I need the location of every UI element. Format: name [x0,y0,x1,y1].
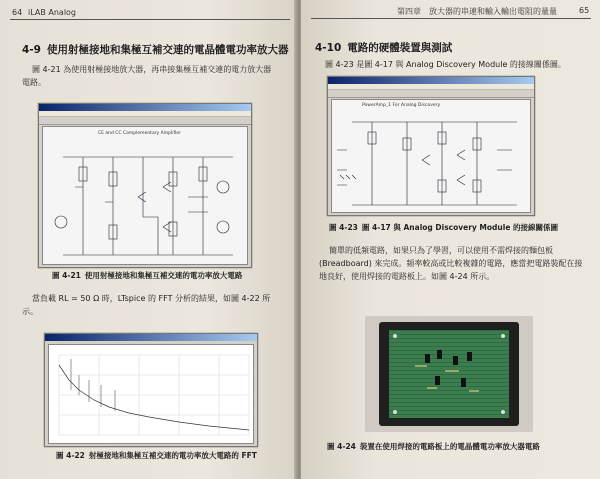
left-header-rule [10,19,290,20]
schematic-title: CE and CC Complementary Amplifier [98,131,181,136]
text-line: 地良好，使用焊接的電路板上。如圖 4-24 所示。 [319,272,495,281]
caption-number: 圖 4-21 [52,271,81,280]
left-running-head: iLAB Analog [28,8,77,17]
text-line: 電路。 [22,78,46,87]
board-components [365,316,533,432]
caption-text: 裝置在使用焊接的電路板上的電晶體電功率放大器電路 [359,442,540,451]
text-line: 圖 4-21 為使用射極接地放大器，再串接集極互補交連的電力放大器 [32,65,272,74]
window-titlebar [39,104,251,111]
section-number: 4-9 [22,44,41,56]
section-title: 電路的硬體裝置與測試 [347,42,453,54]
window-titlebar [328,77,534,84]
section-4-9-heading [22,42,288,57]
caption-number: 圖 4-22 [56,451,85,460]
right-paragraph-2 [319,244,597,283]
schematic-title: PowerAmp_1 For Analog Discovery [362,103,441,108]
left-page-number: 64 [12,8,23,17]
window-toolbar [39,117,251,125]
left-paragraph-1 [22,63,292,89]
figure-4-24-caption [327,441,540,452]
section-title: 使用射極接地和集極互補交連的電晶體電功率放大器 [46,44,289,56]
caption-number: 圖 4-24 [327,442,356,451]
schematic-canvas [42,126,248,265]
figure-4-23-caption [329,222,558,233]
right-page [301,0,600,479]
fft-plot [49,345,253,443]
figure-4-24-photo [365,316,533,432]
figure-4-21-caption [52,270,242,281]
schematic-canvas [331,99,531,213]
schematic-drawing [332,100,530,212]
fft-plot-canvas [48,344,254,444]
right-running-head: 第四章 放大器的串連和輸入輸出電阻的量量 [397,7,557,16]
figure-4-23-screenshot [327,76,535,216]
caption-text: 使用射極接地和集極互補交連的電功率放大電路 [84,271,243,280]
caption-number: 圖 4-23 [329,223,358,232]
section-number: 4-10 [315,42,342,54]
left-paragraph-2 [22,292,292,318]
section-4-10-heading [315,40,452,55]
right-page-number: 65 [579,6,590,15]
left-page [0,0,297,479]
window-toolbar [328,90,534,98]
text-line: 示。 [22,307,38,316]
right-paragraph-1 [325,58,595,71]
figure-4-22-caption [56,450,257,461]
caption-text: 射極接地和集極互補交連的電功率放大電路的 FFT [88,451,257,460]
text-line: 圖 4-23 是圖 4-17 與 Analog Discovery Module 的接線關係圖。 [325,60,566,69]
text-line: (Breadboard) 來完成。頻率較高或比較複雜的電路，應當把電路裝配在接 [319,259,583,268]
caption-text: 圖 4-17 與 Analog Discovery Module 的接線關係圖 [361,223,559,232]
figure-4-22-screenshot [44,333,258,447]
schematic-drawing [43,127,247,264]
window-titlebar [45,334,257,341]
text-line: 簡單的低頻電路，如果只為了學習，可以使用不需焊接的麵包板 [329,246,553,255]
figure-4-21-screenshot [38,103,252,268]
right-header-rule [311,18,591,19]
text-line: 當負載 RL = 50 Ω 時，LTspice 的 FFT 分析的結果，如圖 4-22 所 [32,294,271,303]
